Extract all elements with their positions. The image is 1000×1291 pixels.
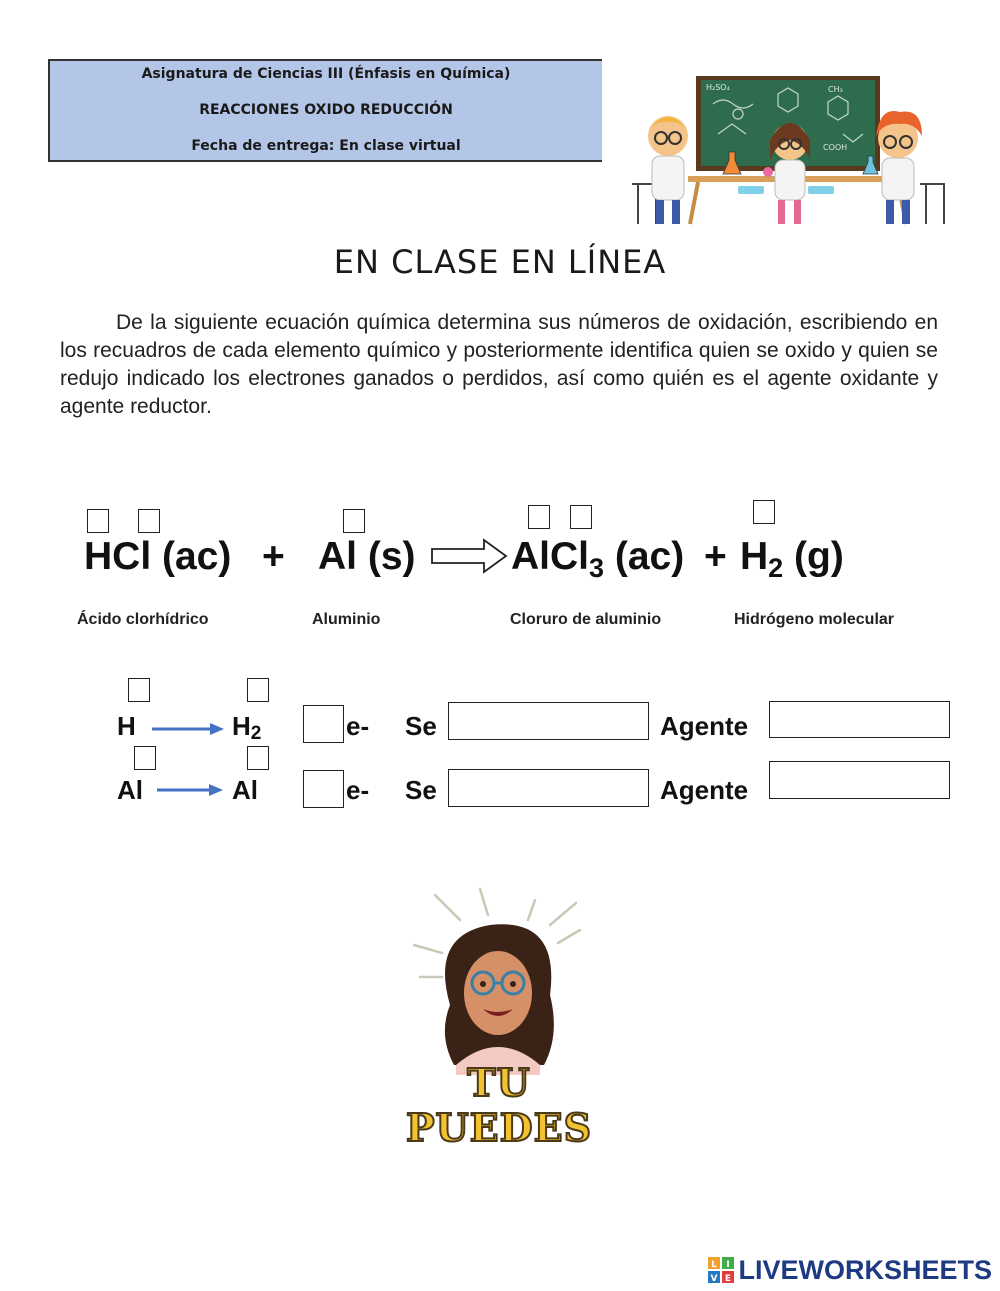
row1-agente-answer-box[interactable] bbox=[769, 701, 950, 738]
topic-text: REACCIONES OXIDO REDUCCIÓN bbox=[199, 102, 453, 118]
due-date-text: Fecha de entrega: En clase virtual bbox=[191, 138, 461, 154]
liveworksheets-logo bbox=[708, 1253, 992, 1287]
label-product2: Hidrógeno molecular bbox=[734, 611, 895, 628]
row2-se-label: Se bbox=[405, 775, 437, 805]
oxidation-box-row2-to[interactable] bbox=[247, 746, 269, 770]
row2-agente-label: Agente bbox=[660, 775, 749, 805]
row2-se-answer-box[interactable] bbox=[448, 769, 649, 807]
product-h2-state: (g) bbox=[783, 535, 844, 578]
label-product1: Cloruro de aluminio bbox=[510, 611, 662, 628]
instructions-paragraph bbox=[60, 309, 938, 421]
row1-agente-label: Agente bbox=[660, 711, 749, 741]
oxidation-box-row2-from[interactable] bbox=[134, 746, 156, 770]
svg-text:H₂SO₄: H₂SO₄ bbox=[706, 83, 730, 92]
subject-text: Asignatura de Ciencias III (Énfasis en Química) bbox=[141, 66, 511, 82]
product-h2 bbox=[740, 535, 844, 584]
product-h2-main: H bbox=[740, 535, 769, 578]
product-alcl3-state: (ac) bbox=[604, 535, 685, 578]
oxidation-box-cl-hcl[interactable] bbox=[138, 509, 160, 533]
row2-agente-answer-box[interactable] bbox=[769, 761, 950, 799]
plus-sign-2: + bbox=[704, 535, 727, 578]
svg-text:V: V bbox=[710, 1274, 718, 1283]
row2-to-main: Al bbox=[232, 775, 258, 805]
row1-to-element bbox=[232, 711, 261, 745]
row1-arrow-icon bbox=[150, 719, 226, 739]
header-box bbox=[48, 59, 602, 162]
plus-sign-1: + bbox=[262, 535, 285, 578]
svg-text:COOH: COOH bbox=[823, 143, 848, 152]
oxidation-box-al-alcl3[interactable] bbox=[528, 505, 550, 529]
oxidation-box-al[interactable] bbox=[343, 509, 365, 533]
row1-se-answer-box[interactable] bbox=[448, 702, 649, 740]
electrons-box-row2[interactable] bbox=[303, 770, 344, 808]
row1-to-subscript: 2 bbox=[250, 723, 262, 744]
brand-name: LIVEWORKSHEETS bbox=[738, 1254, 992, 1285]
oxidation-box-h2[interactable] bbox=[753, 500, 775, 524]
product-h2-subscript: 2 bbox=[768, 553, 784, 583]
row2-from-element: Al bbox=[117, 775, 143, 805]
oxidation-box-h-hcl[interactable] bbox=[87, 509, 109, 533]
row2-electrons-label: e- bbox=[346, 775, 370, 805]
instructions-text: De la siguiente ecuación química determina sus números de oxidación, escribiendo en los recuadros de cada elemento químico y posteriormente identifica quien se oxido y quien se redujo indicado los electrones ganados o perdidos, así como quién es el agente oxidante y agente reductor. bbox=[60, 311, 938, 418]
classroom-illustration bbox=[628, 74, 948, 226]
motivation-text: TU PUEDES bbox=[405, 1060, 593, 1150]
label-reactant2: Aluminio bbox=[312, 611, 381, 628]
label-reactant1: Ácido clorhídrico bbox=[77, 611, 209, 628]
product-alcl3 bbox=[511, 535, 684, 584]
row1-se-label: Se bbox=[405, 711, 437, 741]
row1-from-element: H bbox=[117, 711, 136, 741]
svg-text:CH₃: CH₃ bbox=[828, 85, 843, 94]
row1-to-main: H bbox=[232, 711, 251, 741]
oxidation-box-row1-to[interactable] bbox=[247, 678, 269, 702]
reactant-hcl: HCl (ac) bbox=[84, 535, 232, 578]
row1-electrons-label: e- bbox=[346, 711, 370, 741]
svg-text:I: I bbox=[726, 1260, 731, 1270]
page-title: EN CLASE EN LÍNEA bbox=[333, 243, 667, 281]
oxidation-box-cl-alcl3[interactable] bbox=[570, 505, 592, 529]
reactant-al: Al (s) bbox=[318, 535, 416, 578]
reaction-arrow-icon bbox=[430, 538, 508, 574]
svg-text:E: E bbox=[725, 1274, 732, 1283]
product-alcl3-subscript: 3 bbox=[589, 553, 605, 583]
product-alcl3-main: AlCl bbox=[511, 535, 589, 578]
oxidation-box-row1-from[interactable] bbox=[128, 678, 150, 702]
electrons-box-row1[interactable] bbox=[303, 705, 344, 743]
row2-arrow-icon bbox=[155, 780, 225, 800]
row2-to-element bbox=[232, 775, 258, 809]
svg-text:L: L bbox=[711, 1260, 718, 1270]
liveworksheets-logo-icon bbox=[708, 1257, 734, 1283]
